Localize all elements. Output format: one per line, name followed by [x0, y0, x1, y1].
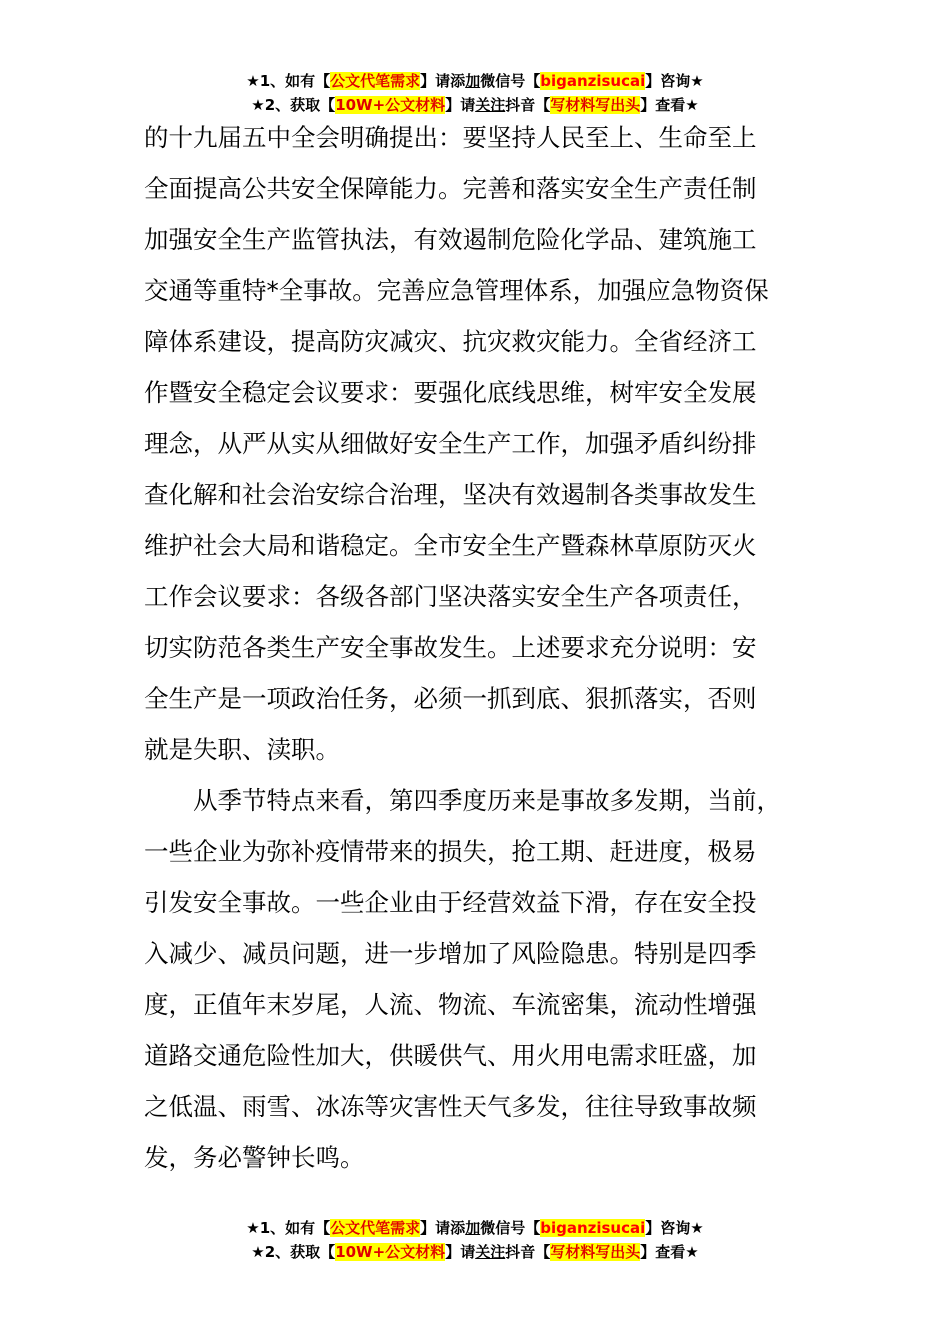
banner-line-1: ★1、如有【公文代笔需求】请添加微信号【biganzisucai】咨询★	[246, 1219, 704, 1237]
body-line: 全面提高公共安全保障能力。完善和落实安全生产责任制	[144, 174, 757, 203]
body-line: 工作会议要求：各级各部门坚决落实安全生产各项责任，	[144, 582, 757, 611]
highlight-text: 公文代笔需求	[330, 1219, 421, 1237]
body-line: 理念，从严从实从细做好安全生产工作，加强矛盾纠纷排	[144, 429, 757, 458]
body-line: 一些企业为弥补疫情带来的损失，抢工期、赶进度，极易	[144, 837, 757, 866]
body-line: 障体系建设，提高防灾减灾、抗灾救灾能力。全省经济工	[144, 327, 757, 356]
paragraph-start-line: 从季节特点来看，第四季度历来是事故多发期，当前，	[193, 786, 781, 815]
wechat-id: biganzisucai	[540, 1219, 646, 1237]
body-line: 交通等重特*全事故。完善应急管理体系，加强应急物资保	[144, 276, 769, 305]
banner-line-2: ★2、获取【10W+公文材料】请关注抖音【写材料写出头】查看★	[251, 1243, 699, 1261]
body-line: 的十九届五中全会明确提出：要坚持人民至上、生命至上	[144, 123, 757, 152]
body-line: 度，正值年末岁尾，人流、物流、车流密集，流动性增强	[144, 990, 757, 1019]
body-line: 发，务必警钟长鸣。	[144, 1143, 365, 1172]
body-line: 道路交通危险性加大，供暖供气、用火用电需求旺盛，加	[144, 1041, 757, 1070]
body-line: 全生产是一项政治任务，必须一抓到底、狠抓落实，否则	[144, 684, 757, 713]
banner-line-1: ★1、如有【公文代笔需求】请添加微信号【biganzisucai】咨询★	[246, 72, 704, 90]
body-line: 维护社会大局和谐稳定。全市安全生产暨森林草原防灭火	[144, 531, 757, 560]
body-line: 就是失职、渎职。	[144, 735, 340, 764]
body-line: 加强安全生产监管执法，有效遏制危险化学品、建筑施工	[144, 225, 757, 254]
body-line: 切实防范各类生产安全事故发生。上述要求充分说明：安	[144, 633, 757, 662]
header-banner	[0, 69, 950, 117]
body-line: 作暨安全稳定会议要求：要强化底线思维，树牢安全发展	[144, 378, 757, 407]
body-line: 查化解和社会治安综合治理，坚决有效遏制各类事故发生	[144, 480, 757, 509]
body-line: 入减少、减员问题，进一步增加了风险隐患。特别是四季	[144, 939, 757, 968]
douyin-account: 写材料写出头	[550, 96, 641, 114]
highlight-text: 10W+公文材料	[335, 96, 446, 114]
wechat-id: biganzisucai	[540, 72, 646, 90]
body-line: 之低温、雨雪、冰冻等灾害性天气多发，往往导致事故频	[144, 1092, 757, 1121]
banner-line-2: ★2、获取【10W+公文材料】请关注抖音【写材料写出头】查看★	[251, 96, 699, 114]
highlight-text: 10W+公文材料	[335, 1243, 446, 1261]
footer-banner	[0, 1216, 950, 1264]
douyin-account: 写材料写出头	[550, 1243, 641, 1261]
document-body	[144, 112, 814, 1183]
highlight-text: 公文代笔需求	[330, 72, 421, 90]
body-line: 引发安全事故。一些企业由于经营效益下滑，存在安全投	[144, 888, 757, 917]
